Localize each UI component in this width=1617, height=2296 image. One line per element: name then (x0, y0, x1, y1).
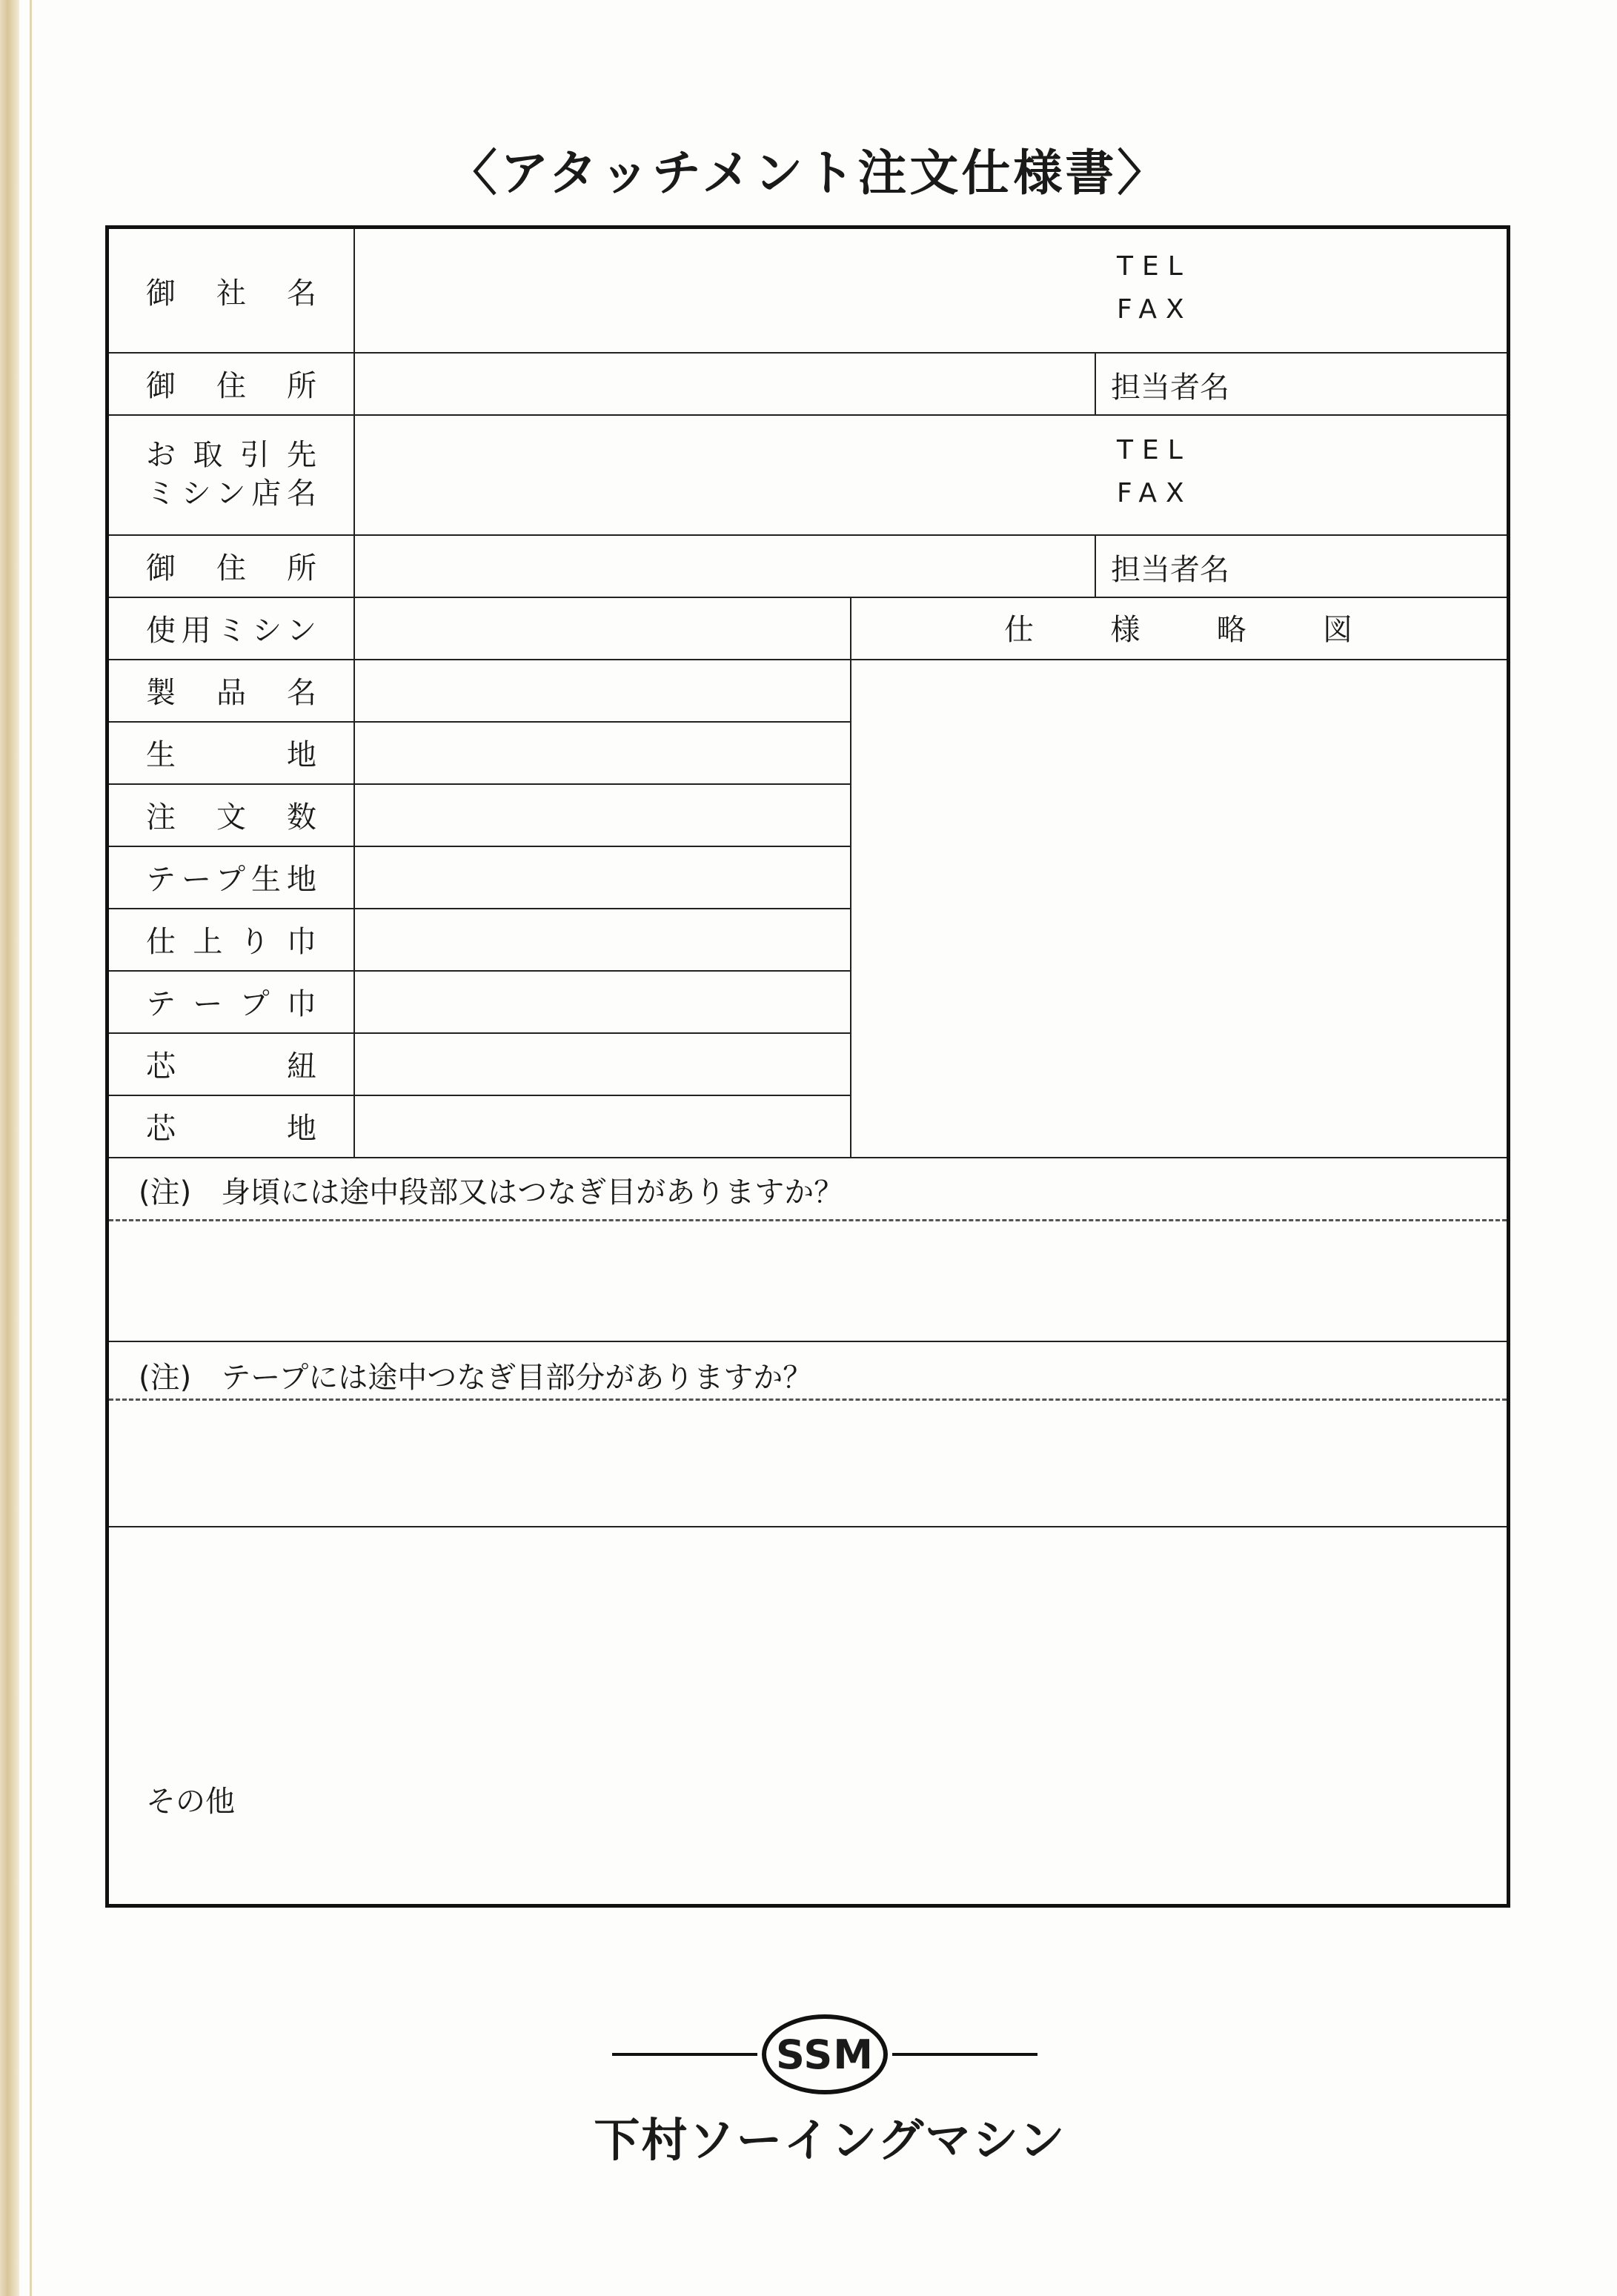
note-seam-question: (注) 身頃には途中段部又はつなぎ目がありますか？ (139, 1175, 844, 1210)
label-core-cord: 芯 紐 (146, 1049, 316, 1084)
page-title: 〈アタッチメント注文仕様書〉 (448, 145, 1169, 202)
paper-edge (0, 0, 19, 2296)
note-answer-area (109, 1222, 1507, 1341)
label-quantity: 注 文 数 (146, 800, 316, 835)
label-tape-fabric: テープ生地 (146, 862, 316, 897)
tel-label: TEL (1117, 435, 1192, 465)
ssm-logo: SSM (762, 2014, 888, 2094)
label-dealer-line2: ミシン店名 (146, 477, 316, 511)
label-dealer-line1: お 取 引 先 (146, 438, 316, 472)
label-machine: 使用ミシン (146, 613, 316, 648)
contact-divider (1095, 534, 1096, 597)
label-core-fabric: 芯 地 (146, 1111, 316, 1146)
sketch-area (851, 660, 1507, 1157)
note-answer-area (109, 1401, 1507, 1526)
label-finished-width: 仕 上 り 巾 (146, 924, 316, 959)
note-dashed-line (109, 1398, 1507, 1401)
label-tape-width: テ ー プ 巾 (146, 986, 316, 1021)
company-name: 下村ソーイングマシン (594, 2113, 1066, 2167)
note-dashed-line (109, 1219, 1507, 1221)
row-divider (109, 1157, 1507, 1158)
note-tape-question: (注) テープには途中つなぎ目部分がありますか？ (139, 1361, 813, 1395)
label-product-name: 製 品 名 (146, 675, 316, 710)
sketch-title: 仕 様 略 図 (1004, 612, 1352, 647)
paper-edge-line (30, 0, 32, 2296)
label-fabric: 生 地 (146, 737, 316, 772)
label-dealer (109, 414, 353, 534)
label-company-name: 御 社 名 (146, 276, 316, 311)
contact-divider (1095, 352, 1096, 414)
row-divider (109, 1526, 1507, 1527)
label-column-divider (353, 229, 355, 1157)
fax-label: FAX (1117, 478, 1193, 508)
label-dealer-address: 御 住 所 (146, 551, 316, 585)
fax-label: FAX (1117, 294, 1193, 325)
order-form (105, 225, 1510, 1908)
footer-line-left (612, 2053, 757, 2056)
tel-label: TEL (1117, 251, 1192, 282)
footer-line-right (892, 2053, 1037, 2056)
contact-person-label: 担当者名 (1111, 371, 1229, 405)
contact-person-label: 担当者名 (1111, 553, 1229, 587)
label-address: 御 住 所 (146, 368, 316, 403)
other-label: その他 (146, 1785, 235, 1819)
row-divider (109, 1341, 1507, 1342)
